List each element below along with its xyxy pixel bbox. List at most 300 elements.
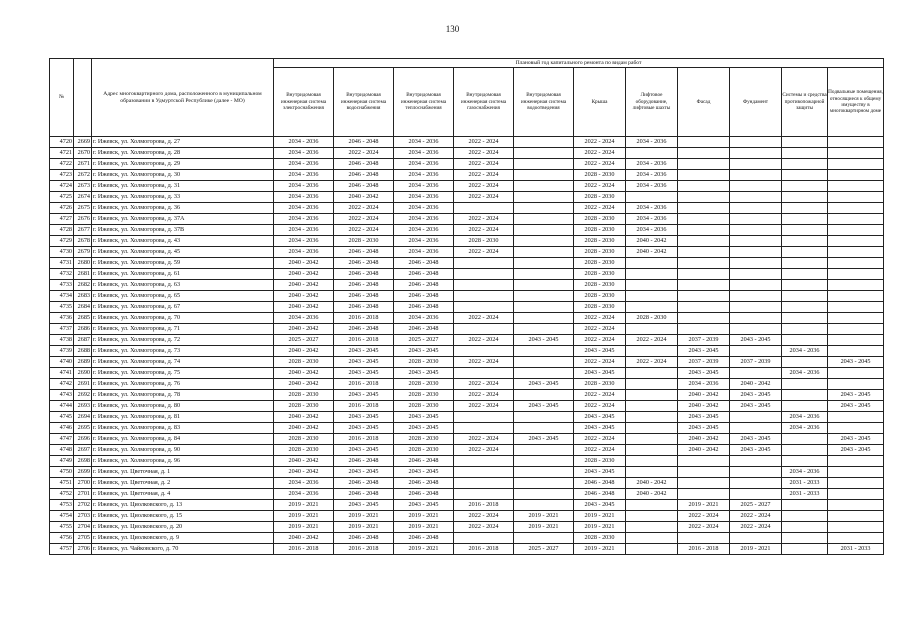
row-value [454, 456, 514, 467]
row-number: 4739 [50, 346, 74, 357]
row-value [454, 291, 514, 302]
table-row [50, 489, 884, 500]
row-value: 2034 - 2036 [782, 346, 828, 357]
row-value: 2046 - 2048 [334, 478, 394, 489]
row-value: 2019 - 2021 [274, 522, 334, 533]
row-value: 2046 - 2048 [574, 478, 626, 489]
row-value: 2043 - 2045 [334, 346, 394, 357]
row-address: г. Ижевск, ул. Холмогорова, д. 84 [92, 434, 274, 445]
row-value [514, 313, 574, 324]
row-value: 2034 - 2036 [274, 192, 334, 203]
row-value: 2022 - 2024 [454, 137, 514, 148]
row-value: 2022 - 2024 [574, 401, 626, 412]
row-number: 4728 [50, 225, 74, 236]
row-value [730, 137, 782, 148]
row-value: 2043 - 2045 [334, 500, 394, 511]
row-value [454, 203, 514, 214]
row-value: 2019 - 2021 [730, 544, 782, 555]
row-value: 2046 - 2048 [394, 489, 454, 500]
row-value [454, 258, 514, 269]
row-value: 2046 - 2048 [394, 533, 454, 544]
table-row [50, 368, 884, 379]
row-value: 2022 - 2024 [574, 313, 626, 324]
row-number: 4732 [50, 269, 74, 280]
row-address: г. Ижевск, ул. Цветочная, д. 4 [92, 489, 274, 500]
row-value: 2034 - 2036 [274, 148, 334, 159]
row-value: 2028 - 2030 [574, 225, 626, 236]
row-value: 2046 - 2048 [334, 181, 394, 192]
row-value: 2034 - 2036 [274, 236, 334, 247]
row-value [828, 456, 884, 467]
row-value: 2046 - 2048 [334, 489, 394, 500]
row-value: 2022 - 2024 [574, 335, 626, 346]
row-value [730, 291, 782, 302]
table-row [50, 324, 884, 335]
row-value: 2019 - 2021 [574, 511, 626, 522]
row-address: г. Ижевск, ул. Холмогорова, д. 96 [92, 456, 274, 467]
table-row [50, 445, 884, 456]
header-blank [74, 59, 92, 137]
row-value [514, 148, 574, 159]
row-value [828, 159, 884, 170]
row-address: г. Ижевск, ул. Циолковского, д. 9 [92, 533, 274, 544]
row-value [626, 390, 678, 401]
table-row [50, 181, 884, 192]
row-mo-number: 2677 [74, 225, 92, 236]
row-value: 2022 - 2024 [574, 137, 626, 148]
row-address: г. Ижевск, ул. Холмогорова, д. 73 [92, 346, 274, 357]
row-value [782, 137, 828, 148]
table-row [50, 137, 884, 148]
row-value: 2034 - 2036 [274, 137, 334, 148]
row-number: 4735 [50, 302, 74, 313]
row-value: 2028 - 2030 [394, 434, 454, 445]
row-value [514, 137, 574, 148]
row-value [730, 313, 782, 324]
row-number: 4748 [50, 445, 74, 456]
table-row [50, 500, 884, 511]
row-value [828, 313, 884, 324]
row-value [782, 280, 828, 291]
table-row [50, 280, 884, 291]
row-value [454, 280, 514, 291]
row-address: г. Ижевск, ул. Холмогорова, д. 80 [92, 401, 274, 412]
row-value [626, 522, 678, 533]
row-address: г. Ижевск, ул. Холмогорова, д. 70 [92, 313, 274, 324]
row-value: 2025 - 2027 [730, 500, 782, 511]
row-value: 2019 - 2021 [334, 511, 394, 522]
header-col-0: Внутридомовая инженерная система электроснабжения [274, 68, 334, 137]
row-mo-number: 2699 [74, 467, 92, 478]
row-value: 2046 - 2048 [334, 159, 394, 170]
row-value: 2022 - 2024 [454, 357, 514, 368]
table-body [50, 137, 884, 555]
row-value: 2016 - 2018 [454, 500, 514, 511]
row-value [514, 467, 574, 478]
row-value: 2040 - 2042 [274, 258, 334, 269]
row-value: 2040 - 2042 [274, 324, 334, 335]
table-row [50, 533, 884, 544]
row-address: г. Ижевск, ул. Холмогорова, д. 33 [92, 192, 274, 203]
row-value: 2028 - 2030 [574, 214, 626, 225]
table-row [50, 401, 884, 412]
row-value: 2028 - 2030 [394, 379, 454, 390]
row-value [514, 280, 574, 291]
row-value [514, 302, 574, 313]
row-value: 2040 - 2042 [274, 291, 334, 302]
row-value: 2043 - 2045 [334, 357, 394, 368]
row-value [454, 269, 514, 280]
row-value [626, 324, 678, 335]
row-value: 2022 - 2024 [574, 324, 626, 335]
row-value [626, 368, 678, 379]
row-value: 2034 - 2036 [274, 478, 334, 489]
row-value [828, 236, 884, 247]
row-value [828, 247, 884, 258]
row-address: г. Ижевск, ул. Холмогорова, д. 36 [92, 203, 274, 214]
row-number: 4744 [50, 401, 74, 412]
row-value: 2034 - 2036 [626, 225, 678, 236]
row-value: 2046 - 2048 [334, 302, 394, 313]
row-value: 2043 - 2045 [828, 390, 884, 401]
row-number: 4745 [50, 412, 74, 423]
table-row [50, 291, 884, 302]
row-value: 2043 - 2045 [828, 445, 884, 456]
row-mo-number: 2687 [74, 335, 92, 346]
row-value: 2022 - 2024 [574, 445, 626, 456]
table-row [50, 544, 884, 555]
row-value [678, 159, 730, 170]
row-number: 4730 [50, 247, 74, 258]
row-value [514, 225, 574, 236]
row-value [730, 214, 782, 225]
row-value [678, 324, 730, 335]
row-value [730, 258, 782, 269]
table-row [50, 269, 884, 280]
row-value: 2043 - 2045 [394, 412, 454, 423]
row-value: 2028 - 2030 [394, 401, 454, 412]
row-value: 2034 - 2036 [274, 181, 334, 192]
row-value [828, 379, 884, 390]
row-value: 2046 - 2048 [394, 478, 454, 489]
row-number: 4751 [50, 478, 74, 489]
row-mo-number: 2679 [74, 247, 92, 258]
row-value [626, 467, 678, 478]
row-value: 2028 - 2030 [394, 390, 454, 401]
row-value: 2022 - 2024 [730, 522, 782, 533]
row-value [782, 258, 828, 269]
row-address: г. Ижевск, ул. Холмогорова, д. 67 [92, 302, 274, 313]
row-address: г. Ижевск, ул. Холмогорова, д. 29 [92, 159, 274, 170]
row-value: 2046 - 2048 [394, 258, 454, 269]
row-mo-number: 2670 [74, 148, 92, 159]
row-value: 2034 - 2036 [394, 137, 454, 148]
row-value [678, 137, 730, 148]
row-value [782, 291, 828, 302]
row-number: 4731 [50, 258, 74, 269]
row-value [678, 214, 730, 225]
row-value: 2040 - 2042 [678, 401, 730, 412]
row-mo-number: 2692 [74, 390, 92, 401]
row-value [782, 170, 828, 181]
row-value: 2046 - 2048 [394, 291, 454, 302]
table-row [50, 467, 884, 478]
row-value [782, 456, 828, 467]
row-value: 2031 - 2033 [782, 489, 828, 500]
row-number: 4754 [50, 511, 74, 522]
row-value: 2043 - 2045 [730, 335, 782, 346]
row-value: 2034 - 2036 [782, 423, 828, 434]
row-value: 2022 - 2024 [334, 225, 394, 236]
row-value: 2028 - 2030 [574, 379, 626, 390]
capital-repair-table [49, 58, 884, 555]
table-row [50, 247, 884, 258]
row-value: 2028 - 2030 [574, 291, 626, 302]
row-value: 2046 - 2048 [394, 302, 454, 313]
row-value [828, 192, 884, 203]
row-value [454, 368, 514, 379]
row-value [454, 324, 514, 335]
row-value: 2022 - 2024 [454, 434, 514, 445]
row-value [454, 467, 514, 478]
row-value [782, 544, 828, 555]
row-value [626, 423, 678, 434]
row-value: 2046 - 2048 [334, 137, 394, 148]
row-value [678, 467, 730, 478]
row-value: 2031 - 2033 [828, 544, 884, 555]
row-value: 2040 - 2042 [730, 379, 782, 390]
table-row [50, 159, 884, 170]
row-value [730, 467, 782, 478]
row-value: 2016 - 2018 [334, 544, 394, 555]
row-value: 2037 - 2039 [730, 357, 782, 368]
row-value: 2034 - 2036 [274, 203, 334, 214]
row-mo-number: 2669 [74, 137, 92, 148]
row-value: 2016 - 2018 [334, 434, 394, 445]
table-row [50, 434, 884, 445]
row-value: 2040 - 2042 [626, 489, 678, 500]
row-value [828, 225, 884, 236]
row-mo-number: 2690 [74, 368, 92, 379]
row-number: 4734 [50, 291, 74, 302]
row-address: г. Ижевск, ул. Чайковского, д. 70 [92, 544, 274, 555]
header-num: № [50, 59, 74, 137]
row-value: 2022 - 2024 [574, 203, 626, 214]
row-address: г. Ижевск, ул. Циолковского, д. 20 [92, 522, 274, 533]
row-value: 2034 - 2036 [274, 225, 334, 236]
table-row [50, 236, 884, 247]
row-value [514, 533, 574, 544]
row-value: 2022 - 2024 [454, 390, 514, 401]
row-value [514, 203, 574, 214]
row-value [678, 181, 730, 192]
row-value: 2043 - 2045 [334, 467, 394, 478]
row-value: 2022 - 2024 [454, 247, 514, 258]
row-address: г. Ижевск, ул. Цветочная, д. 2 [92, 478, 274, 489]
row-mo-number: 2680 [74, 258, 92, 269]
row-value [828, 346, 884, 357]
table-row [50, 390, 884, 401]
row-number: 4749 [50, 456, 74, 467]
row-value: 2037 - 2039 [678, 357, 730, 368]
row-number: 4740 [50, 357, 74, 368]
row-value: 2040 - 2042 [678, 434, 730, 445]
row-value: 2019 - 2021 [678, 500, 730, 511]
row-address: г. Ижевск, ул. Холмогорова, д. 63 [92, 280, 274, 291]
row-number: 4756 [50, 533, 74, 544]
row-value: 2016 - 2018 [334, 313, 394, 324]
row-value [514, 247, 574, 258]
row-mo-number: 2671 [74, 159, 92, 170]
row-number: 4752 [50, 489, 74, 500]
row-value [828, 324, 884, 335]
row-value [626, 434, 678, 445]
row-address: г. Ижевск, ул. Холмогорова, д. 37В [92, 225, 274, 236]
row-mo-number: 2700 [74, 478, 92, 489]
row-value [782, 214, 828, 225]
row-value: 2034 - 2036 [626, 159, 678, 170]
row-value: 2019 - 2021 [274, 500, 334, 511]
table-row [50, 203, 884, 214]
row-value: 2034 - 2036 [782, 368, 828, 379]
row-value: 2043 - 2045 [334, 390, 394, 401]
row-value [782, 522, 828, 533]
row-value: 2043 - 2045 [334, 368, 394, 379]
row-value: 2019 - 2021 [514, 511, 574, 522]
row-address: г. Ижевск, ул. Цветочная, д. 1 [92, 467, 274, 478]
row-value: 2043 - 2045 [678, 368, 730, 379]
row-address: г. Ижевск, ул. Холмогорова, д. 31 [92, 181, 274, 192]
row-value [454, 533, 514, 544]
row-value: 2043 - 2045 [514, 401, 574, 412]
row-value: 2022 - 2024 [678, 522, 730, 533]
row-value [828, 533, 884, 544]
row-value: 2043 - 2045 [730, 390, 782, 401]
row-value [730, 225, 782, 236]
row-value [626, 258, 678, 269]
row-value: 2028 - 2030 [574, 170, 626, 181]
row-value: 2043 - 2045 [730, 401, 782, 412]
row-value: 2046 - 2048 [334, 324, 394, 335]
header-address: Адрес многоквартирного дома, расположенного в муниципальном образовании в Удмуртской Республике (далее - МО) [92, 59, 274, 137]
row-value: 2043 - 2045 [514, 379, 574, 390]
row-mo-number: 2683 [74, 291, 92, 302]
header-col-1: Внутридомовая инженерная система водоснабжения [334, 68, 394, 137]
row-mo-number: 2697 [74, 445, 92, 456]
row-value [514, 181, 574, 192]
row-value [828, 280, 884, 291]
header-col-5: Крыша [574, 68, 626, 137]
row-value [678, 170, 730, 181]
row-value [626, 280, 678, 291]
row-value [626, 412, 678, 423]
row-value: 2046 - 2048 [334, 258, 394, 269]
row-value: 2046 - 2048 [394, 269, 454, 280]
row-value [626, 533, 678, 544]
row-value: 2034 - 2036 [274, 247, 334, 258]
row-value: 2034 - 2036 [394, 181, 454, 192]
table-row [50, 412, 884, 423]
row-mo-number: 2689 [74, 357, 92, 368]
row-value: 2028 - 2030 [334, 236, 394, 247]
row-value [782, 247, 828, 258]
row-value [730, 247, 782, 258]
row-value: 2022 - 2024 [574, 390, 626, 401]
page-number: 130 [445, 24, 460, 34]
row-value [828, 522, 884, 533]
row-address: г. Ижевск, ул. Холмогорова, д. 72 [92, 335, 274, 346]
row-address: г. Ижевск, ул. Холмогорова, д. 43 [92, 236, 274, 247]
row-value: 2022 - 2024 [574, 159, 626, 170]
row-value [678, 258, 730, 269]
row-mo-number: 2693 [74, 401, 92, 412]
row-value [730, 489, 782, 500]
row-value: 2046 - 2048 [334, 247, 394, 258]
row-value: 2034 - 2036 [782, 412, 828, 423]
row-value: 2034 - 2036 [274, 159, 334, 170]
row-mo-number: 2691 [74, 379, 92, 390]
row-number: 4757 [50, 544, 74, 555]
row-address: г. Ижевск, ул. Циолковского, д. 13 [92, 500, 274, 511]
row-value: 2028 - 2030 [274, 401, 334, 412]
row-value: 2028 - 2030 [574, 280, 626, 291]
row-value [514, 324, 574, 335]
row-value [782, 511, 828, 522]
row-value [782, 500, 828, 511]
row-value: 2034 - 2036 [626, 181, 678, 192]
table-row [50, 511, 884, 522]
row-value: 2028 - 2030 [574, 247, 626, 258]
row-value [828, 214, 884, 225]
row-value [626, 511, 678, 522]
row-value [454, 423, 514, 434]
row-value [782, 302, 828, 313]
row-number: 4741 [50, 368, 74, 379]
row-value: 2028 - 2030 [626, 313, 678, 324]
header-col-4: Внутридомовая инженерная система водоотведения [514, 68, 574, 137]
row-number: 4742 [50, 379, 74, 390]
row-value [626, 445, 678, 456]
row-mo-number: 2695 [74, 423, 92, 434]
row-value: 2022 - 2024 [334, 148, 394, 159]
row-value: 2031 - 2033 [782, 478, 828, 489]
row-value: 2043 - 2045 [574, 368, 626, 379]
row-value [828, 423, 884, 434]
row-value [782, 533, 828, 544]
row-number: 4750 [50, 467, 74, 478]
row-value [782, 236, 828, 247]
table-row [50, 214, 884, 225]
row-value: 2034 - 2036 [394, 170, 454, 181]
row-value: 2019 - 2021 [274, 511, 334, 522]
row-value [514, 170, 574, 181]
row-value [782, 445, 828, 456]
row-value [454, 489, 514, 500]
row-value: 2046 - 2048 [574, 489, 626, 500]
row-value [782, 192, 828, 203]
table-row [50, 423, 884, 434]
row-address: г. Ижевск, ул. Холмогорова, д. 45 [92, 247, 274, 258]
row-value: 2028 - 2030 [574, 192, 626, 203]
row-value: 2043 - 2045 [514, 434, 574, 445]
table-row [50, 357, 884, 368]
row-value [730, 368, 782, 379]
row-value [730, 170, 782, 181]
row-mo-number: 2673 [74, 181, 92, 192]
row-value: 2034 - 2036 [394, 236, 454, 247]
row-mo-number: 2684 [74, 302, 92, 313]
row-value: 2022 - 2024 [454, 379, 514, 390]
